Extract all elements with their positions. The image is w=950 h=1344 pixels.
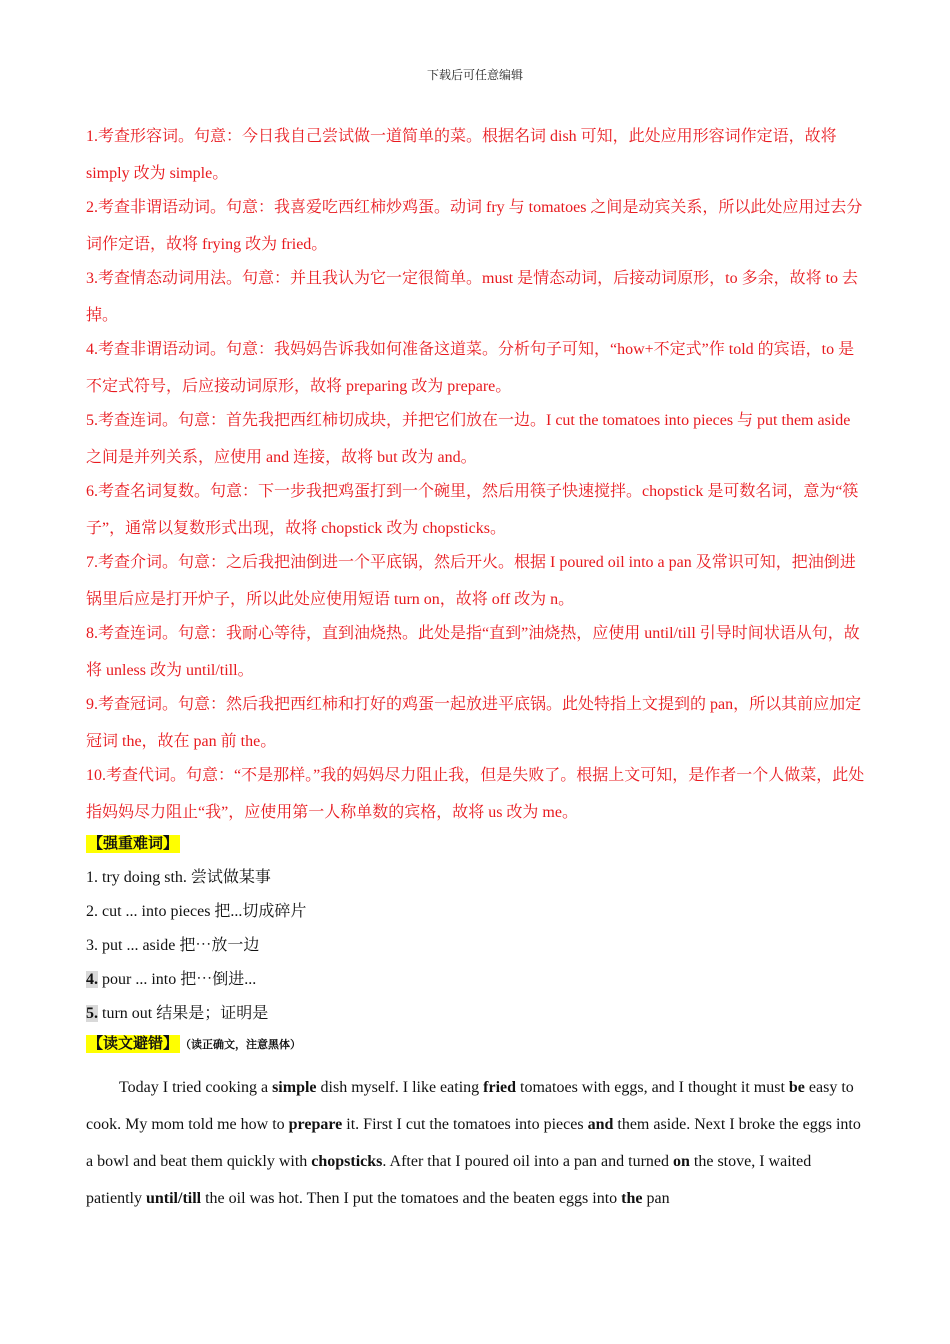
answer-item: 7.考查介词。句意：之后我把油倒进一个平底锅，然后开火。根据 I poured oil into a pan 及常识可知，把油倒进锅里后应是打开炉子，所以此处应使用短语 turn on，故将 off 改为 n。 <box>86 554 856 608</box>
reading-bold-word: on <box>673 1153 690 1170</box>
answer-item: 1.考查形容词。句意：今日我自己尝试做一道简单的菜。根据名词 dish 可知，此处应用形容词作定语，故将 simply 改为 simple。 <box>86 128 837 182</box>
reading-bold-word: prepare <box>288 1116 343 1133</box>
vocab-item <box>86 895 866 929</box>
answer-item: 10.考查代词。句意：“不是那样。”我的妈妈尽力阻止我，但是失败了。根据上文可知，是作者一个人做菜，此处指妈妈尽力阻止“我”，应使用第一人称单数的宾格，故将 us 改为 me。 <box>86 767 865 821</box>
answer-item: 6.考查名词复数。句意：下一步我把鸡蛋打到一个碗里，然后用筷子快速搅拌。chopstick 是可数名词，意为“筷子”，通常以复数形式出现，故将 chopstick 改为 chopsticks。 <box>86 483 859 537</box>
reading-text: dish myself. I like eating <box>316 1079 484 1096</box>
reading-bold-word: simple <box>272 1079 317 1096</box>
reading-text: pan <box>642 1190 670 1207</box>
vocab-list <box>86 861 866 1031</box>
vocab-item-number: 1. <box>86 869 98 886</box>
reading-text: . After that I poured oil into a pan and turned <box>382 1153 673 1170</box>
reading-text: the oil was hot. Then I put the tomatoes and the beaten eggs into <box>201 1190 622 1207</box>
reading-text: it. First I cut the tomatoes into pieces <box>342 1116 588 1133</box>
vocab-item-number: 3. <box>86 937 98 954</box>
vocab-item-text: put ... aside 把⋯放一边 <box>98 937 260 954</box>
answer-item: 5.考查连词。句意：首先我把西红柿切成块，并把它们放在一边。I cut the tomatoes into pieces 与 put them aside 之间是并列关系，应使用 and 连接，故将 but 改为 and。 <box>86 412 851 466</box>
vocab-item-number: 4. <box>86 971 98 988</box>
answer-item: 9.考查冠词。句意：然后我把西红柿和打好的鸡蛋一起放进平底锅。此处特指上文提到的 pan，所以其前应加定冠词 the，故在 pan 前 the。 <box>86 696 862 750</box>
answer-item: 4.考查非谓语动词。句意：我妈妈告诉我如何准备这道菜。分析句子可知，“how+不定式”作 told 的宾语，to 是不定式符号，后应接动词原形，故将 preparing 改为 prepare。 <box>86 341 855 395</box>
reading-text: tomatoes with eggs, and I thought it must <box>516 1079 789 1096</box>
vocab-item <box>86 997 866 1031</box>
reading-section-note: （读正确文，注意黑体） <box>180 1039 302 1051</box>
vocab-item-number: 2. <box>86 903 98 920</box>
answer-item: 2.考查非谓语动词。句意：我喜爱吃西红柿炒鸡蛋。动词 fry 与 tomatoes 之间是动宾关系，所以此处应用过去分词作定语，故将 frying 改为 fried。 <box>86 199 863 253</box>
reading-bold-word: the <box>621 1190 643 1207</box>
reading-bold-word: until/till <box>145 1190 202 1207</box>
reading-bold-word: fried <box>483 1079 517 1096</box>
answer-explanations <box>86 118 866 831</box>
reading-text: easy to cook. My mom told me how to <box>86 1079 854 1133</box>
document-body <box>86 118 866 1217</box>
vocab-item-number: 5. <box>86 1005 98 1022</box>
answer-item: 8.考查连词。句意：我耐心等待，直到油烧热。此处是指“直到”油烧热，应使用 until/till 引导时间状语从句，故将 unless 改为 until/till。 <box>86 625 860 679</box>
reading-bold-word: and <box>587 1116 614 1133</box>
vocab-item-text: try doing sth. 尝试做某事 <box>98 869 271 886</box>
vocab-item <box>86 861 866 895</box>
vocab-section-heading <box>86 835 866 861</box>
reading-paragraph <box>86 1069 866 1217</box>
vocab-item <box>86 963 866 997</box>
vocab-item-text: turn out 结果是；证明是 <box>98 1005 269 1022</box>
reading-text: the stove, I waited patiently <box>86 1153 812 1207</box>
page-header: 下载后可任意编辑 <box>426 68 523 82</box>
reading-text: Today I tried cooking a <box>119 1079 273 1096</box>
vocab-item <box>86 929 866 963</box>
reading-bold-word: chopsticks <box>311 1153 383 1170</box>
answer-item: 3.考查情态动词用法。句意：并且我认为它一定很简单。must 是情态动词，后接动词原形，to 多余，故将 to 去掉。 <box>86 270 859 324</box>
vocab-item-text: cut ... into pieces 把...切成碎片 <box>98 903 307 920</box>
reading-bold-word: be <box>788 1079 805 1096</box>
vocab-section-label: 【强重难词】 <box>88 836 179 852</box>
reading-section-label: 【读文避错】 <box>88 1036 179 1052</box>
vocab-item-text: pour ... into 把⋯倒进... <box>98 971 257 988</box>
reading-text: them aside. Next I broke the eggs into a bowl and beat them quickly with <box>86 1116 861 1170</box>
reading-section-heading <box>86 1035 866 1061</box>
